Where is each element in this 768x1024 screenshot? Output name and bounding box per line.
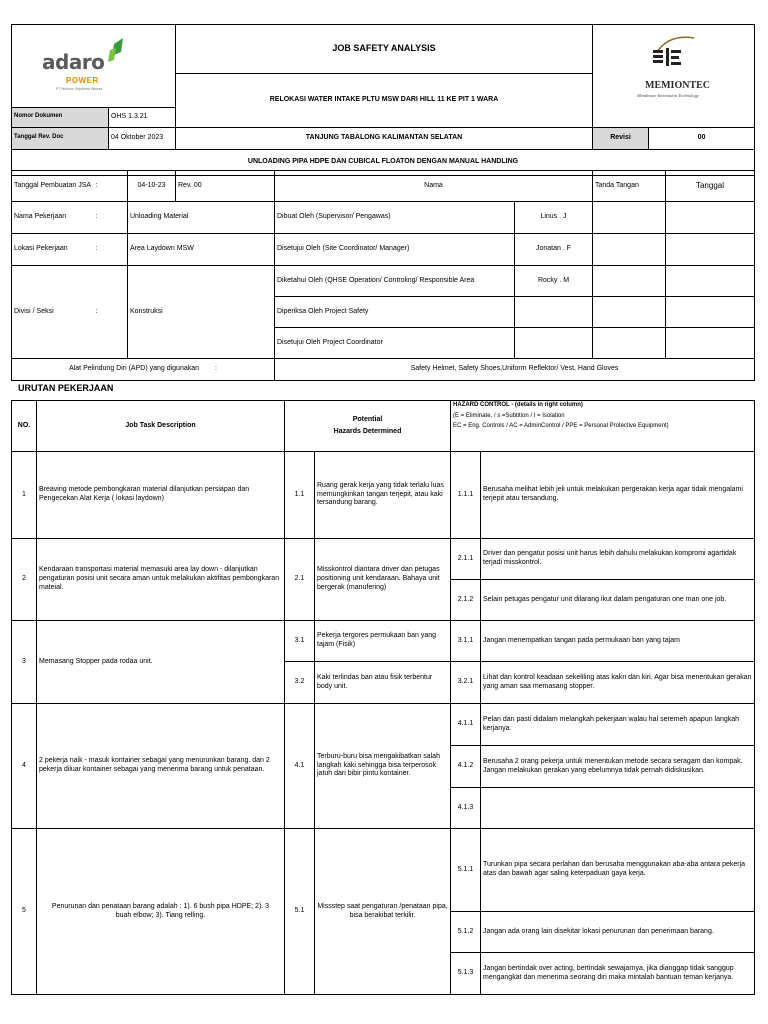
ppe-value: Safety Helmet, Safety Shoes,Uniform Reflektor/ Vest, Hand Gloves	[275, 359, 755, 381]
memiontec-tagline: Membrane Innovation Technology	[637, 93, 699, 98]
control-id: 5.1.3	[451, 953, 481, 995]
hazard-text: Kaki terlindas ban atau fisik terbentur body unit.	[315, 662, 451, 704]
control-text: Jangan bertindak over acting, bertindak sewajarnya, jika dianggap tidak sanggup mengangkat dan menerima seorang diri maka mintalah bantuan teman kerjanya.	[481, 953, 755, 995]
signer-role: Diketahui Oleh (QHSE Operation/ Controling/ Responsible Area	[275, 266, 515, 297]
task-description: Breaving metode pembongkaran material dilanjutkan persiapan dan Pengecekan Alat Kerja ( lokasi laydown)	[37, 452, 285, 539]
col-control-line2: (E = Eliminate, / s =Subtition / I = Isolation	[453, 412, 565, 419]
col-potential-header	[285, 401, 451, 452]
location-value: Area Laydown MSW	[128, 234, 275, 266]
signature-cell	[593, 297, 666, 328]
col-no-header: NO.	[12, 401, 37, 452]
control-id: 5.1.1	[451, 829, 481, 912]
signer-role: Diperiksa Oleh Project Safety	[275, 297, 515, 328]
hazard-id: 3.1	[285, 621, 315, 662]
nama-header: Nama	[275, 171, 593, 202]
control-id: 2.1.2	[451, 580, 481, 621]
location-title: TANJUNG TABALONG KALIMANTAN SELATAN	[176, 127, 593, 149]
row-no: 2	[12, 539, 37, 621]
logo-tagline: PT Makmur Sejahtera Wisesa	[56, 86, 103, 91]
hazard-text: Terburu-buru bisa mengakibatkan salah langkah kaki sehingga bisa terperosok jatuh dari bibir pintu kontainer.	[315, 704, 451, 829]
jsa-table	[11, 400, 755, 995]
control-id: 4.1.2	[451, 746, 481, 788]
task-description: Kendaraan transportasi material memasuki area lay down - dilanjutkan pengaturan posisi unit secara aman untuk melakukan aktifitas pembongkaran mateial.	[37, 539, 285, 621]
jsa-date-colon: :	[94, 171, 128, 202]
col-potential-line2: Hazards Determined	[333, 427, 402, 435]
hazard-id: 5.1	[285, 829, 315, 995]
date-cell	[666, 234, 755, 266]
col-control-header	[451, 401, 755, 452]
location-colon: :	[94, 234, 128, 266]
document-title: JOB SAFETY ANALYSIS	[176, 25, 593, 74]
info-table	[11, 170, 755, 381]
control-id: 3.1.1	[451, 621, 481, 662]
tanggal-header: Tanggal	[666, 171, 755, 202]
row-no: 4	[12, 704, 37, 829]
signer-name: Jonatan . F	[515, 234, 593, 266]
date-cell	[666, 297, 755, 328]
control-id: 4.1.1	[451, 704, 481, 746]
hazard-text: Misskontrol diantara driver dan petugas positioning unit kendaraan. Bahaya unit bergerak (manufering)	[315, 539, 451, 621]
control-text: Jangan menempatkan tangan pada permukaan ban yang tajam	[481, 621, 755, 662]
signer-role: Disetujui Oleh (Site Coordinator/ Manager)	[275, 234, 515, 266]
task-description: Penurunan dan penataan barang adalah : 1). 6 bush pipa HDPE; 2). 3 buah elbow; 3). Tiang relling.	[37, 829, 285, 995]
jsa-date-value: 04-10-23	[128, 171, 176, 202]
col-task-header: Job Task Description	[37, 401, 285, 452]
control-text: Pelan dan pasti didalam melangkah pekerjaan walau hal seremeh apapun langkah kerjanya.	[481, 704, 755, 746]
signature-cell	[593, 202, 666, 234]
control-text: Jangan ada orang lain disekitar lokasi penurunan dan penerimaan barang.	[481, 912, 755, 953]
row-no: 1	[12, 452, 37, 539]
row-no: 5	[12, 829, 37, 995]
hazard-id: 3.2	[285, 662, 315, 704]
adaro-wordmark: adaro	[42, 49, 105, 74]
col-control-line3: EC = Eng. Controls / AC = AdminControl / PPE = Personal Protective Equipment)	[453, 423, 669, 429]
hazard-id: 2.1	[285, 539, 315, 621]
signer-name	[515, 328, 593, 359]
location-label: Lokasi Pekerjaan	[12, 234, 94, 266]
task-description: Memasang Stopper pada rodaa unit.	[37, 621, 285, 704]
job-name-colon: :	[94, 202, 128, 234]
project-title: RELOKASI WATER INTAKE PLTU MSW DARI HILL 11 KE PIT 1 WARA	[176, 74, 593, 128]
signature-cell	[593, 266, 666, 297]
header-table	[11, 24, 755, 176]
memiontec-logo-icon	[639, 32, 709, 82]
signer-name	[515, 297, 593, 328]
date-cell	[666, 266, 755, 297]
signer-role: Dibuat Oleh (Supervisor/ Pengawas)	[275, 202, 515, 234]
date-cell	[666, 328, 755, 359]
ppe-colon: :	[214, 365, 217, 373]
rev-date-value: 04 Oktober 2023	[109, 127, 176, 149]
hazard-text: Missstep saat pengaturan /penataan pipa, bisa berakibat terkilir.	[315, 829, 451, 995]
control-id: 2.1.1	[451, 539, 481, 580]
date-cell	[666, 202, 755, 234]
signature-cell	[593, 328, 666, 359]
memiontec-wordmark: MEMIONTEC	[645, 80, 710, 91]
hazard-id: 4.1	[285, 704, 315, 829]
control-text: Driver dan pengatur posisi unit harus lebih dahulu melakukan kompromi agartidak terjadi misskontrol.	[481, 539, 755, 580]
section-title: URUTAN PEKERJAAN	[18, 383, 114, 393]
signer-name: Rocky . M	[515, 266, 593, 297]
control-id: 1.1.1	[451, 452, 481, 539]
ppe-label-cell	[12, 359, 275, 381]
col-potential-line1: Potential	[352, 415, 383, 423]
control-id: 5.1.2	[451, 912, 481, 953]
job-name-label: Nama Pekerjaan	[12, 202, 94, 234]
company-logo	[12, 25, 176, 108]
signer-role: Disetujui Oleh Project Coordinator	[275, 328, 515, 359]
activity-title: UNLOADING PIPA HDPE DAN CUBICAL FLOATON DENGAN MANUAL HANDLING	[12, 149, 755, 175]
control-text: Berusaha 2 orang pekerja untuk menentukan metode secara seragam dan kompak. Jangan melakukan gerakan yang ebelumnya tidak pernah didiskusikan.	[481, 746, 755, 788]
jsa-date-label: Tanggal Pembuatan JSA	[12, 171, 94, 202]
division-colon: :	[94, 266, 128, 359]
job-name-value: Unloading Material	[128, 202, 275, 234]
doc-no-value: OHS 1.3.21	[109, 107, 176, 127]
hazard-text: Ruang gerak kerja yang tidak terlalu luas memungkinkan tangan terjepit, atau kaki tersandung barang.	[315, 452, 451, 539]
revisi-label: Revisi	[593, 127, 649, 149]
doc-no-label: Nomor Dokumen	[12, 107, 109, 127]
rev-date-label: Tanggal Rev. Doc	[12, 127, 109, 149]
revisi-value: 00	[649, 127, 755, 149]
control-text: Lihat dan kontrol keadaan sekeliling atas kakn dan kiri. Agar bisa menentukan gerakan yang aman saa memasang stopper.	[481, 662, 755, 704]
power-wordmark: POWER	[66, 75, 99, 85]
partner-logo	[593, 25, 755, 108]
control-text: Berusaha melihat lebih jeli untuk melakukan pergerakan kerja agar tidak mengalami terjepit atau tersandung.	[481, 452, 755, 539]
signer-name: Linus . J	[515, 202, 593, 234]
control-text	[481, 788, 755, 829]
control-text: Selain petugas pengatur unit dilarang ikut dalam pengaturan one man one job.	[481, 580, 755, 621]
division-label: Divisi / Seksi	[12, 266, 94, 359]
division-value: Konstruksi	[128, 266, 275, 359]
hazard-text: Pekerja tergores permukaan ban yang tajam (Fisik)	[315, 621, 451, 662]
signature-cell	[593, 234, 666, 266]
hazard-id: 1.1	[285, 452, 315, 539]
row-no: 3	[12, 621, 37, 704]
ppe-label: Alat Pelindung Diri (APD) yang digunakan	[69, 365, 200, 373]
control-id: 3.2.1	[451, 662, 481, 704]
control-text: Turunkan pipa secara perlahan dan berusaha menggunakan aba-aba antara pekerja atas dan bawah agar saling keterpaduan gaya kerja.	[481, 829, 755, 912]
task-description: 2 pekerja naik - masuk kontainer sebagai yang menurunkan barang. dan 2 pekerja diluar kontainer sebagai yang menerima barang untuk penataan.	[37, 704, 285, 829]
rev-label: Rev. 00	[176, 171, 275, 202]
ttd-header: Tanda Tangan	[593, 171, 666, 202]
control-id: 4.1.3	[451, 788, 481, 829]
col-control-line1: HAZARD CONTROL - (details in right column)	[453, 402, 583, 408]
